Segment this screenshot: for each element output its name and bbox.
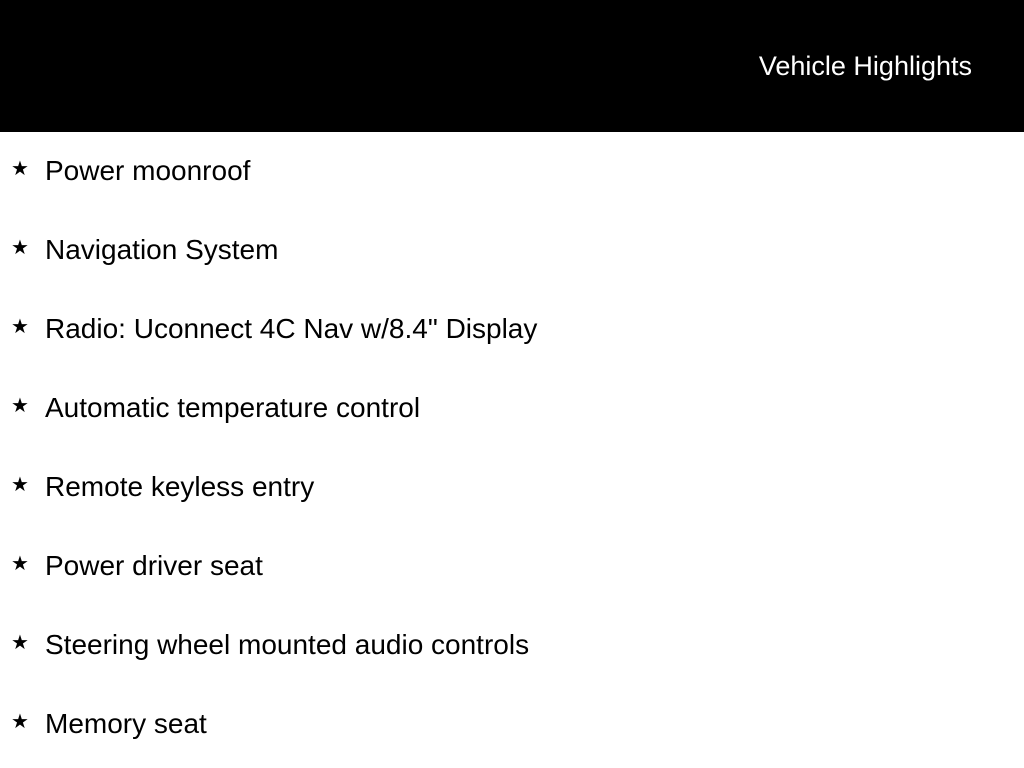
page-title: Vehicle Highlights [758, 51, 972, 81]
header-bar [0, 0, 1024, 132]
star-icon: ★ [11, 237, 29, 259]
star-icon: ★ [11, 158, 29, 180]
highlight-label: Radio: Uconnect 4C Nav w/8.4" Display [45, 313, 538, 344]
list-item [0, 369, 1024, 448]
highlight-label: Automatic temperature control [45, 392, 421, 423]
star-icon: ★ [11, 711, 29, 733]
star-icon: ★ [11, 474, 29, 496]
star-icon: ★ [11, 395, 29, 417]
list-item [0, 211, 1024, 290]
list-item [0, 685, 1024, 764]
list-item [0, 527, 1024, 606]
list-item [0, 132, 1024, 211]
highlight-label: Steering wheel mounted audio controls [45, 629, 530, 660]
highlight-label: Remote keyless entry [45, 471, 315, 502]
highlight-label: Power moonroof [45, 155, 251, 186]
highlights-list [0, 132, 1024, 764]
star-icon: ★ [11, 316, 29, 338]
highlight-label: Navigation System [45, 234, 279, 265]
star-icon: ★ [11, 553, 29, 575]
list-item [0, 448, 1024, 527]
star-icon: ★ [11, 632, 29, 654]
highlight-label: Memory seat [45, 708, 207, 739]
list-item [0, 290, 1024, 369]
highlight-label: Power driver seat [45, 550, 263, 581]
list-item [0, 606, 1024, 685]
